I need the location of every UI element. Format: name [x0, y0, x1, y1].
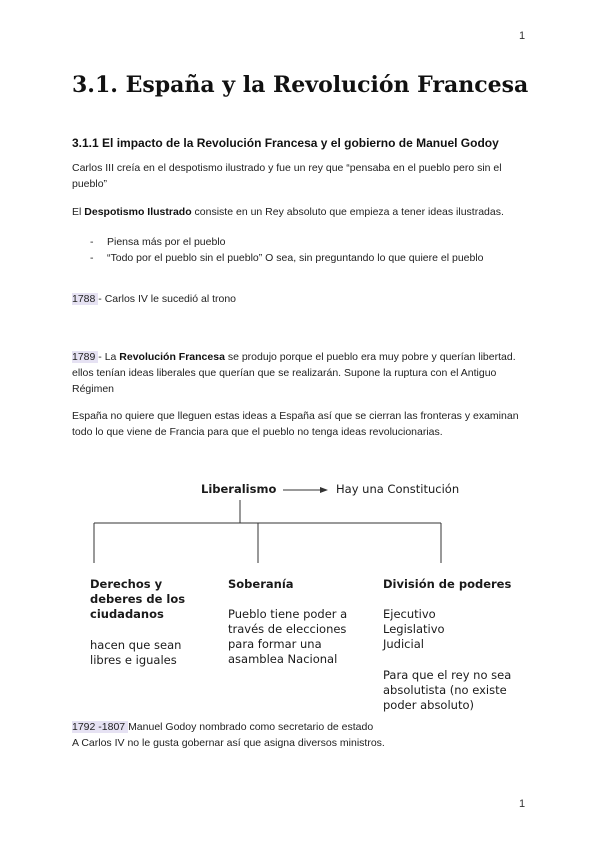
spain-paragraph: España no quiere que lleguen estas ideas a España así que se cierran las fronteras y examinan todo lo que viene de Francia para que el pueblo no tenga ideas revolucionarias.	[72, 410, 519, 438]
despotismo-bullets	[90, 234, 484, 266]
body-line: para formar una	[228, 637, 322, 651]
heading-line: Derechos y	[90, 577, 163, 591]
despotismo-paragraph	[72, 204, 532, 220]
list-item: - Piensa más por el pueblo	[90, 234, 484, 250]
body-line: libres e iguales	[90, 653, 177, 667]
body-line: Pueblo tiene poder a	[228, 607, 348, 621]
note-line: absolutista (no existe	[383, 683, 507, 697]
diagram-root: Liberalismo	[201, 482, 277, 496]
event-1788-text: - Carlos IV le sucedió al trono	[98, 293, 237, 305]
note-line: Para que el rey no sea	[383, 668, 512, 682]
arrow-head-icon	[320, 487, 328, 493]
branch-derechos-body	[90, 638, 181, 668]
year-highlight-1789: 1789	[72, 351, 99, 363]
branch-division-note	[383, 668, 511, 713]
body-line: hacen que sean	[90, 638, 182, 652]
event-1792-text: Manuel Godoy nombrado como secretario de estado	[128, 721, 374, 733]
body-line: Judicial	[383, 637, 424, 651]
event-1789-text: se produjo porque el pueblo era muy pobre y querían libertad. ellos tenían ideas liberales que querían que se realizarán. Supone la ruptura con el Antiguo Régimen	[72, 351, 516, 395]
carlos-iv-paragraph: A Carlos IV no le gusta gobernar así que asigna diversos ministros.	[72, 737, 385, 749]
page-title: 3.1. España y la Revolución Francesa	[72, 72, 529, 98]
list-item: - “Todo por el pueblo sin el pueblo” O sea, sin preguntando lo que quiere el pueblo	[90, 250, 484, 266]
heading-line: Soberanía	[228, 577, 294, 591]
intro-paragraph: Carlos III creía en el despotismo ilustrado y fue un rey que “pensaba en el pueblo pero sin el pueblo”	[72, 162, 502, 190]
body-line: través de elecciones	[228, 622, 347, 636]
despotismo-term: Despotismo Ilustrado	[84, 206, 192, 218]
heading-line: División de poderes	[383, 577, 512, 591]
event-1789	[72, 349, 532, 397]
branch-division-body	[383, 607, 445, 652]
event-1789-pre: - La	[98, 351, 120, 363]
body-line: asamblea Nacional	[228, 652, 338, 666]
page-number-bottom: 1	[519, 798, 526, 810]
heading-line: ciudadanos	[90, 607, 164, 621]
year-highlight-1788: 1788	[72, 293, 99, 305]
page-number-top: 1	[519, 30, 526, 42]
heading-line: deberes de los	[90, 592, 186, 606]
note-line: poder absoluto)	[383, 698, 474, 712]
event-1788	[72, 291, 532, 307]
year-highlight-1792: 1792 -1807	[72, 721, 129, 733]
section-subtitle: 3.1.1 El impacto de la Revolución Francesa y el gobierno de Manuel Godoy	[72, 136, 499, 150]
branch-soberania-heading	[228, 577, 294, 592]
revolucion-term: Revolución Francesa	[119, 351, 225, 363]
branch-division-heading	[383, 577, 511, 592]
branch-soberania-body	[228, 607, 347, 667]
body-line: Ejecutivo	[383, 607, 436, 621]
despotismo-definition: consiste en un Rey absoluto que empieza a tener ideas ilustradas.	[191, 206, 504, 218]
branch-derechos-heading	[90, 577, 185, 622]
despotismo-prefix: El	[72, 206, 85, 218]
event-1792	[72, 719, 532, 735]
body-line: Legislativo	[383, 622, 445, 636]
diagram-arrow-target: Hay una Constitución	[336, 482, 460, 496]
